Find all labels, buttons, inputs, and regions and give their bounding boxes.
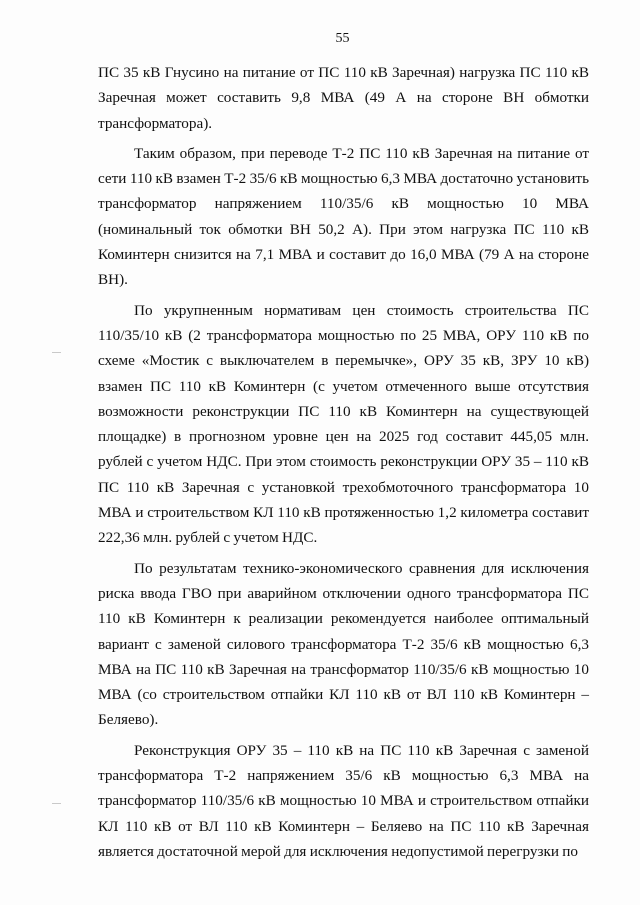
body-text — [98, 60, 589, 864]
paragraph-cost-estimate: По укрупненным нормативам цен стоимость строительства ПС 110/35/10 кВ (2 трансформатора мощностью по 25 МВА, ОРУ 110 кВ по схеме «Мостик с выключателем в перемычке», ОРУ 35 кВ, ЗРУ 10 кВ) взамен ПС 110 кВ Коминтерн (с учетом отмеченного выше отсутствия возможности реконструкции ПС 110 кВ Коминтерн на существующей площадке) в прогнозном уровне цен на 2025 год составит 445,05 млн. рублей с учетом НДС. При этом стоимость реконструкции ОРУ 35 – 110 кВ ПС 110 кВ Заречная с установкой трехобмоточного трансформатора 10 МВА и строительством КЛ 110 кВ протяженностью 1,2 километра составит 222,36 млн. рублей с учетом НДС. — [98, 301, 589, 547]
paragraph-recommendation: По результатам технико-экономического сравнения для исключения риска ввода ГВО при аварийном отключении одного трансформатора ПС 110 кВ Коминтерн к реализации рекомендуется наиболее оптимальный вариант с заменой силового трансформатора Т-2 35/6 кВ мощностью 6,3 МВА на ПС 110 кВ Заречная на трансформатор 110/35/6 кВ мощностью 10 МВА (со строительством отпайки КЛ 110 кВ от ВЛ 110 кВ Коминтерн – Беляево). — [98, 559, 589, 729]
paragraph-continuation: ПС 35 кВ Гнусино на питание от ПС 110 кВ Заречная) нагрузка ПС 110 кВ Заречная может составить 9,8 МВА (49 А на стороне ВН обмотки трансформатора). — [98, 64, 589, 132]
paragraph-transfer-t2: Таким образом, при переводе Т-2 ПС 110 кВ Заречная на питание от сети 110 кВ взамен Т-2 35/6 кВ мощностью 6,3 МВА достаточно установить трансформатор напряжением 110/35/6 кВ мощностью 10 МВА (номинальный ток обмотки ВН 50,2 А). При этом нагрузка ПС 110 кВ Коминтерн снизится на 7,1 МВА и составит до 16,0 МВА (79 А на стороне ВН). — [98, 144, 589, 289]
page-number: 55 — [335, 31, 350, 46]
margin-mark — [52, 803, 61, 804]
margin-mark — [52, 352, 61, 353]
paragraph-reconstruction: Реконструкция ОРУ 35 – 110 кВ на ПС 110 кВ Заречная с заменой трансформатора Т-2 напряжением 35/6 кВ мощностью 6,3 МВА на трансформатор 110/35/6 кВ мощностью 10 МВА и строительством отпайки КЛ 110 кВ от ВЛ 110 кВ Коминтерн – Беляево на ПС 110 кВ Заречная является достаточной мерой для исключения недопустимой перегрузки по — [98, 741, 589, 860]
